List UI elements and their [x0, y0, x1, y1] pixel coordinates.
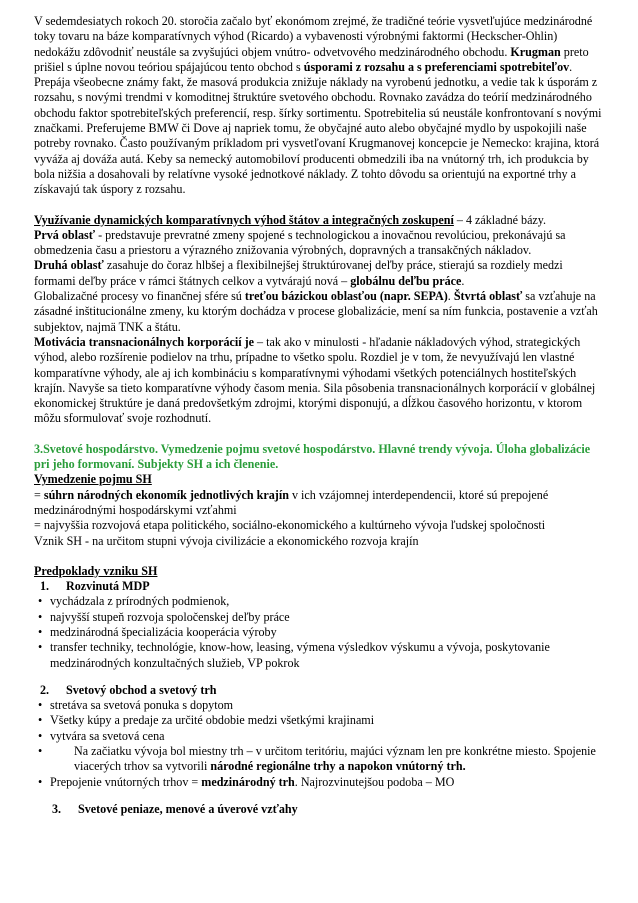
bullet-icon: •	[38, 774, 43, 789]
section-title: 3.Svetové hospodárstvo. Vymedzenie pojmu svetové hospodárstvo. Hlavné trendy vývoja. Úloha globalizácie pri jeho formovaní. Subjekty SH a ich členenie.	[34, 441, 591, 472]
list-item	[34, 729, 604, 744]
bold-text: úsporami z rozsahu a s preferenciami spotrebiteľov	[303, 59, 570, 74]
numbered-heading-3	[34, 802, 604, 817]
bold-text: globálnu deľbu práce	[350, 273, 462, 288]
item-title: Svetový obchod a svetový trh	[66, 682, 217, 697]
text: =	[34, 487, 44, 502]
spacer	[34, 198, 604, 213]
item-number: 3.	[52, 801, 62, 816]
bold-text: Druhá oblasť	[34, 258, 104, 273]
list-item-text: . Najrozvinutejšou podoba – MO	[294, 774, 455, 789]
bullet-icon: •	[38, 698, 43, 713]
bullet-list-1	[34, 594, 604, 670]
paragraph-first-area	[34, 228, 604, 259]
list-item	[34, 775, 604, 790]
bullet-icon: •	[38, 713, 43, 728]
list-item	[34, 625, 604, 640]
list-item	[34, 594, 604, 609]
numbered-heading-1	[34, 579, 604, 594]
bold-underline-text: Využívanie dynamických komparatívnych výhod štátov a integračných zoskupení	[34, 212, 454, 227]
bullet-icon: •	[38, 728, 43, 743]
text: v ich vzájomnej interdependencii, ktoré sú prepojené medzinárodnými hospodárskymi vzťahmi	[34, 487, 549, 517]
text: sa vzťahuje na zásadné inštitucionálne zmeny, ku ktorým dochádza v procese globalizácie, mení sa ním funkcia, postavenie a vzťah subjektov, najmä TNK a štátu.	[34, 289, 598, 334]
text: .	[447, 289, 454, 304]
list-item	[34, 640, 604, 671]
text: Globalizačné procesy vo finančnej sfére sú	[34, 289, 245, 304]
document-page	[34, 14, 604, 817]
bold-text: medzinárodný trh	[201, 774, 295, 789]
item-number: 1.	[40, 579, 50, 594]
text: V sedemdesiatych rokoch 20. storočia začalo byť ekonómom zrejmé, že tradičné teórie vysvetľujúce medzinárodné toky tovaru na báze komparatívnych výhod (Ricardo) a vybavenosti výrobnými faktormi (Heckscher-Ohlin) nedokážu zdôvodniť neustále sa zvyšujúci objem vnútro- odvetvového medzinárodného obchodu.	[34, 14, 593, 59]
subheading-definition: Vymedzenie pojmu SH	[34, 472, 152, 487]
list-item-text: najvyšší stupeň rozvoja spoločenskej deľby práce	[50, 609, 290, 624]
bullet-icon: •	[38, 640, 43, 655]
bold-text: národné regionálne trhy a napokon vnútorný trh.	[210, 759, 466, 774]
text: zasahuje do čoraz hlbšej a flexibilnejšej štruktúrovanej deľby práce, stierajú sa rozdiely medzi formami deľby práce v rámci štátnych celkov a vytvárajú nová –	[34, 258, 563, 288]
list-item-text: transfer techniky, technológie, know-how, leasing, výmena výsledkov výskumu a vývoja, poskytovanie medzinárodných konzultačných služieb, VP pokrok	[50, 640, 550, 670]
bold-text: súhrn národných ekonomík jednotlivých krajín	[43, 487, 289, 502]
subheading-prerequisites: Predpoklady vzniku SH	[34, 563, 158, 578]
bold-text: Motivácia transnacionálnych korporácií je	[34, 334, 255, 349]
bullet-icon: •	[38, 594, 43, 609]
paragraph-third-fourth-area	[34, 289, 604, 335]
text: – tak ako v minulosti - hľadanie nákladových výhod, strategických výhod, alebo rozšírenie podielov na trhu, prípadne to všetko spolu. Rozdiel je v tom, že nevyužívajú len vlastné komparatívne výhody, ale aj ich kombináciu s komparatívnymi výhodami všetkých potenciálnych hostiteľských krajín. Navyše sa tieto komparatívne výhody časom menia. Sila pôsobenia transnacionálnych korporácií v globálnej ekonomickej štruktúre je daná predovšetkým zdrojmi, ktorými disponujú, a dĺžkou časového horizontu, v ktorom môžu sformulovať svoje rozhodnutí.	[34, 334, 596, 426]
list-item	[34, 744, 604, 775]
spacer	[34, 790, 604, 802]
numbered-heading-2	[34, 683, 604, 698]
heading-dynamic-advantages	[34, 213, 604, 228]
text: – 4 základné bázy.	[453, 212, 547, 227]
spacer	[34, 549, 604, 564]
bold-text: treťou bázickou oblasťou (napr. SEPA)	[244, 289, 448, 304]
list-item-text: Prepojenie vnútorných trhov =	[50, 774, 202, 789]
paragraph-krugman	[34, 14, 604, 198]
text: - predstavuje prevratné zmeny spojené s technologickou a inovačnou revolúciou, prekonávajú sa obmedzenia času a priestoru a výrazného znižovania výrobných, dopravných a transakčných nákladov.	[34, 227, 566, 258]
list-item-text: Na začiatku vývoja bol miestny trh – v určitom teritóriu, majúci význam len pre konkrétne miesto. Spojenie viacerých trhov sa vytvorili	[74, 744, 596, 774]
text: . Prepája všeobecne známy fakt, že masová produkcia znižuje náklady na vyrobenú jednotku, a vedie tak k úsporám z rozsahu, s novými trendmi v komoditnej štruktúre svetového obchodu. Rovnako zavádza do teórií medzinárodného obchodu faktor spotrebiteľských preferencií, resp. šírky sortimentu. Spotrebitelia sú neustále konfrontovaní s novými značkami. Preferujeme BMW či Dove aj napriek tomu, že obyčajné auto alebo obyčajné mydlo by uspokojili naše potreby rovnako. Často používaným príkladom pri vysvetľovaní Krugmanovej koncepcie je Nemecko: krajina, ktorá vyváža aj dováža autá. Keby sa nemecký automobiloví producenti obmedzili iba na vnútorný trh, ich produkcia by bola nižšia a dosahovali by relatívne vysoké jednotkové náklady. Z tohto dôvodu sa orientujú na exportné trhy a získavajú tak úspory z rozsahu.	[34, 59, 602, 197]
list-item	[34, 610, 604, 625]
spacer	[34, 427, 604, 442]
bullet-icon: •	[38, 624, 43, 639]
bullet-icon: •	[38, 744, 43, 759]
bold-text: Prvá oblasť	[34, 227, 96, 242]
definition-line-3: Vznik SH - na určitom stupni vývoja civilizácie a ekonomického rozvoja krajín	[34, 533, 419, 548]
list-item-text: medzinárodná špecializácia kooperácia výroby	[50, 624, 277, 639]
bold-text: Krugman	[510, 44, 561, 59]
bullet-icon: •	[38, 609, 43, 624]
bullet-list-2	[34, 698, 604, 790]
paragraph-second-area	[34, 258, 604, 289]
item-title: Svetové peniaze, menové a úverové vzťahy	[78, 801, 298, 816]
spacer	[34, 671, 604, 683]
definition-line-1	[34, 488, 604, 519]
item-number: 2.	[40, 682, 50, 697]
list-item	[34, 713, 604, 728]
bold-text: Štvrtá oblasť	[453, 289, 523, 304]
list-item-text: Všetky kúpy a predaje za určité obdobie medzi všetkými krajinami	[50, 713, 375, 728]
text: preto prišiel s úplne novou teóriou spájajúcou tento obchod s	[34, 44, 589, 74]
item-title: Rozvinutá MDP	[66, 579, 150, 594]
definition-line-2: = najvyššia rozvojová etapa politického, sociálno-ekonomického a kultúrneho vývoja ľudskej spoločnosti	[34, 518, 546, 533]
paragraph-motivation	[34, 335, 604, 427]
text: .	[461, 273, 465, 288]
list-item-text: vytvára sa svetová cena	[50, 728, 165, 743]
list-item	[34, 698, 604, 713]
list-item-text: stretáva sa svetová ponuka s dopytom	[50, 698, 234, 713]
list-item-text: vychádzala z prírodných podmienok,	[50, 594, 230, 609]
